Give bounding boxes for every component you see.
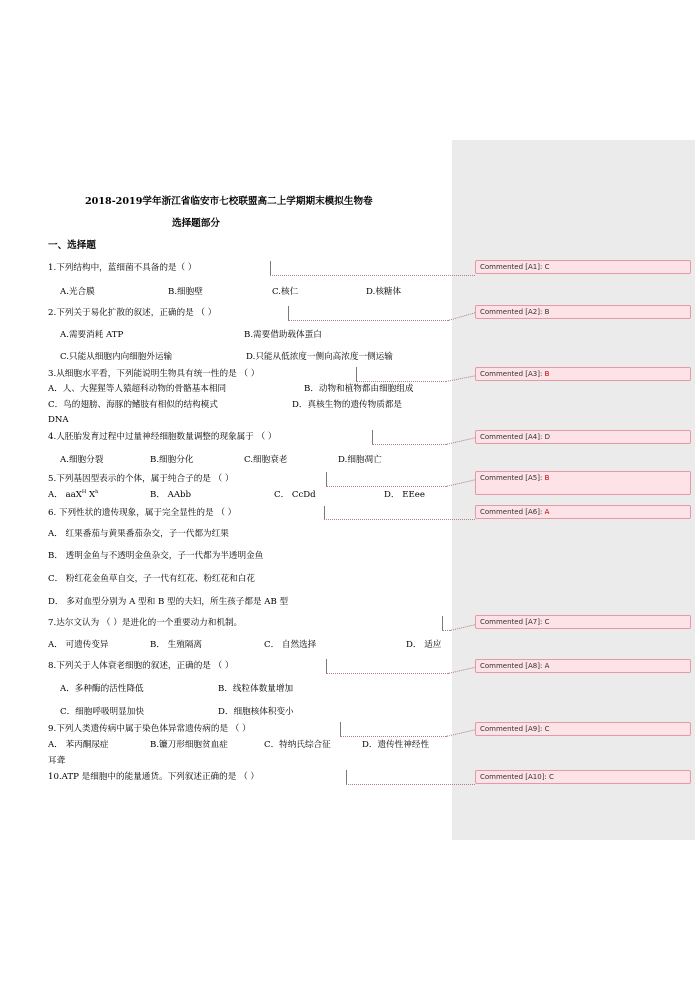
question-3-option-a: A．人、大猩猩等人猿超科动物的骨骼基本相同 (48, 384, 227, 394)
question-9-option-d: D．遗传性神经性 (362, 740, 430, 750)
comment-anchor-1[interactable] (270, 261, 271, 275)
part-heading: 选择题部分 (172, 218, 220, 229)
comment-leader-1 (270, 275, 475, 276)
question-7-option-c: C． 自然选择 (264, 640, 317, 650)
question-2-option-b: B.需要借助载体蛋白 (244, 330, 322, 340)
question-5-stem: 5.下列基因型表示的个体，属于纯合子的是 （ ） (48, 474, 234, 484)
comment-balloon-3[interactable]: Commented [A3]: B (475, 367, 691, 381)
question-3-option-d-continued: DNA (48, 415, 69, 425)
question-1-option-d: D.核糖体 (366, 287, 402, 297)
question-4-stem: 4.人胚胎发育过程中过量神经细胞数量调整的现象属于 （ ） (48, 432, 277, 442)
question-8-option-a: A．多种酶的活性降低 (60, 684, 144, 694)
question-8-option-c: C．细胞呼吸明显加快 (60, 707, 144, 717)
question-9-option-d-continued: 耳聋 (48, 756, 66, 766)
question-3-option-d: D．真核生物的遗传物质都是 (292, 400, 403, 410)
comment-balloon-2[interactable]: Commented [A2]: B (475, 305, 691, 319)
comment-anchor-3[interactable] (356, 367, 357, 381)
question-3-stem: 3.从细胞水平看，下列能说明生物具有统一性的是 （ ） (48, 369, 260, 379)
question-9-option-c: C．特纳氏综合征 (264, 740, 331, 750)
comment-leader-8 (326, 673, 448, 674)
question-4-option-c: C.细胞衰老 (244, 455, 288, 465)
comment-anchor-6[interactable] (324, 506, 325, 520)
comment-anchor-2[interactable] (288, 306, 289, 320)
question-1-stem: 1.下列结构中，蓝细菌不具备的是（ ） (48, 263, 197, 273)
comment-balloon-9[interactable]: Commented [A9]: C (475, 722, 691, 736)
comment-leader-10 (346, 784, 475, 785)
question-7-stem: 7.达尔文认为 （ ）是进化的一个重要动力和机制。 (48, 618, 243, 628)
question-1-option-c: C.核仁 (272, 287, 299, 297)
question-6-stem: 6. 下列性状的遗传现象，属于完全显性的是 （ ） (48, 508, 237, 518)
comment-leader-9 (340, 736, 446, 737)
comment-balloon-1[interactable]: Commented [A1]: C (475, 260, 691, 274)
comment-leader-2 (288, 320, 448, 321)
comment-leader-7 (442, 630, 450, 631)
question-4-option-d: D.细胞凋亡 (338, 455, 382, 465)
question-2-option-d: D.只能从低浓度一侧向高浓度一侧运输 (246, 352, 393, 362)
question-9-stem: 9.下列人类遗传病中属于染色体异常遗传病的是 （ ） (48, 724, 251, 734)
question-8-option-d: D．细胞核体积变小 (218, 707, 294, 717)
question-5-option-d: D． EEee (384, 490, 425, 500)
question-2-option-a: A.需要消耗 ATP (60, 330, 124, 340)
question-3-option-c: C．鸟的翅膀、海豚的鳍肢有相似的结构模式 (48, 400, 218, 410)
question-7-option-b: B． 生殖隔离 (150, 640, 203, 650)
question-10-stem: 10.ATP 是细胞中的能量通货。下列叙述正确的是 （ ） (48, 772, 259, 782)
comment-anchor-10[interactable] (346, 770, 347, 784)
question-4-option-a: A.细胞分裂 (60, 455, 104, 465)
question-8-stem: 8.下列关于人体衰老细胞的叙述，正确的是 （ ） (48, 661, 234, 671)
question-6-option-c: C． 粉红花金鱼草自交，子一代有红花、粉红花和白花 (48, 574, 255, 584)
comment-anchor-7[interactable] (442, 616, 443, 630)
comment-leader-6 (324, 519, 475, 520)
question-1-option-b: B.细胞壁 (168, 287, 203, 297)
comment-balloon-5[interactable]: Commented [A5]: B (475, 471, 691, 495)
question-7-option-d: D． 适应 (406, 640, 442, 650)
comment-anchor-5[interactable] (326, 472, 327, 486)
comment-leader-3 (356, 381, 446, 382)
document-title: 2018-2019学年浙江省临安市七校联盟高二上学期期末模拟生物卷 (85, 196, 373, 207)
question-5-option-b: B． AAbb (150, 490, 192, 500)
question-3-option-b: B．动物和植物都由细胞组成 (304, 384, 414, 394)
question-9-option-a: A． 苯丙酮尿症 (48, 740, 109, 750)
comment-leader-5 (326, 486, 446, 487)
question-5-option-a: A． aaX$^H$ $X^h$ (48, 489, 99, 500)
question-6-option-b: B． 透明金鱼与不透明金鱼杂交，子一代都为半透明金鱼 (48, 551, 264, 561)
question-6-option-a: A． 红果番茄与黄果番茄杂交，子一代都为红果 (48, 529, 229, 539)
comment-balloon-6[interactable]: Commented [A6]: A (475, 505, 691, 519)
question-1-option-a: A.光合膜 (60, 287, 95, 297)
question-8-option-b: B．线粒体数量增加 (218, 684, 294, 694)
question-6-option-d: D． 多对血型分别为 A 型和 B 型的夫妇，所生孩子都是 AB 型 (48, 597, 289, 607)
question-2-stem: 2.下列关于易化扩散的叙述，正确的是 （ ） (48, 308, 217, 318)
question-2-option-c: C.只能从细胞内向细胞外运输 (60, 352, 173, 362)
comment-anchor-9[interactable] (340, 722, 341, 736)
comment-anchor-8[interactable] (326, 659, 327, 673)
comment-balloon-7[interactable]: Commented [A7]: C (475, 615, 691, 629)
comment-anchor-4[interactable] (372, 430, 373, 444)
question-5-option-c: C． CcDd (274, 490, 316, 500)
section-heading: 一、选择题 (48, 240, 96, 251)
comment-balloon-8[interactable]: Commented [A8]: A (475, 659, 691, 673)
comment-balloon-10[interactable]: Commented [A10]: C (475, 770, 691, 784)
question-4-option-b: B.细胞分化 (150, 455, 194, 465)
comment-balloon-4[interactable]: Commented [A4]: D (475, 430, 691, 444)
question-9-option-b: B.镰刀形细胞贫血症 (150, 740, 228, 750)
comment-leader-4 (372, 444, 446, 445)
question-7-option-a: A． 可遗传变异 (48, 640, 109, 650)
